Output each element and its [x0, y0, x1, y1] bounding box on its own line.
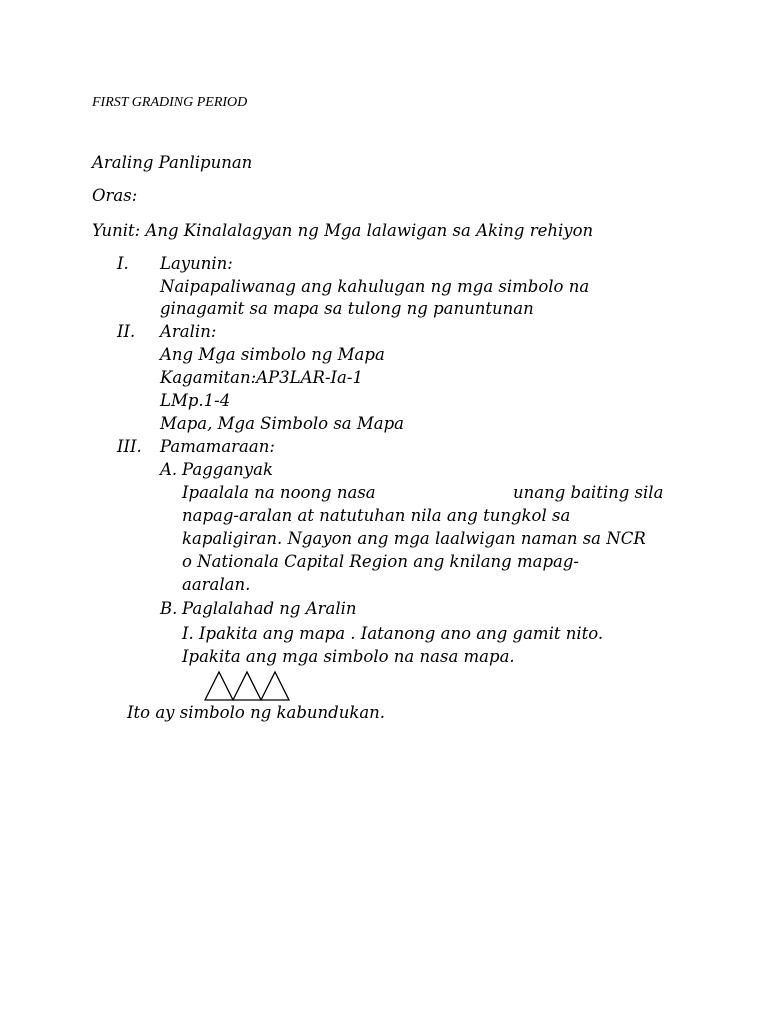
mountain-triangle-icon: [205, 672, 233, 700]
symbol-caption: Ito ay simbolo ng kabundukan.: [127, 703, 386, 722]
section-2-title: Aralin:: [160, 322, 217, 341]
section-1-line: ginagamit sa mapa sa tulong ng panuntunan: [160, 299, 534, 318]
subsection-b-line: I. Ipakita ang mapa . Iatanong ano ang gamit nito.: [182, 624, 604, 643]
section-2-line: LMp.1-4: [160, 391, 231, 410]
subsection-b-line: Ipakita ang mga simbolo na nasa mapa.: [182, 647, 515, 666]
grading-period-heading: FIRST GRADING PERIOD: [92, 95, 248, 110]
subsection-b-title: Paglalahad ng Aralin: [182, 599, 357, 618]
section-2-line: Ang Mga simbolo ng Mapa: [160, 345, 385, 364]
section-1-line: Naipapaliwanag ang kahulugan ng mga simbolo na: [160, 277, 590, 296]
subsection-a-title: Pagganyak: [182, 460, 273, 479]
subsection-a-label: A.: [160, 460, 178, 479]
mountain-symbol-icon: [204, 670, 294, 702]
section-2-line: Mapa, Mga Simbolo sa Mapa: [160, 414, 405, 433]
section-2-number: II.: [117, 322, 136, 341]
section-3-number: III.: [117, 437, 142, 456]
subsection-b-label: B.: [160, 599, 178, 618]
section-1-number: I.: [117, 254, 129, 273]
subsection-a-line: Ipaalala na noong nasa: [182, 483, 376, 502]
subsection-a-line: o Nationala Capital Region ang knilang mapag-: [182, 552, 579, 571]
subsection-a-line: napag-aralan at natutuhan nila ang tungkol sa: [182, 506, 571, 525]
subsection-a-line: unang baiting sila: [513, 483, 664, 502]
subject-line: Araling Panlipunan: [92, 153, 253, 172]
yunit-line: Yunit: Ang Kinalalagyan ng Mga lalawigan sa Aking rehiyon: [92, 221, 594, 240]
section-2-line: Kagamitan:AP3LAR-Ia-1: [160, 368, 363, 387]
section-1-title: Layunin:: [160, 254, 233, 273]
subsection-a-line: aaralan.: [182, 575, 251, 594]
oras-line: Oras:: [92, 186, 138, 205]
section-3-title: Pamamaraan:: [160, 437, 275, 456]
subsection-a-line: kapaligiran. Ngayon ang mga laalwigan naman sa NCR: [182, 529, 646, 548]
mountain-triangle-icon: [233, 672, 261, 700]
mountain-triangle-icon: [261, 672, 289, 700]
